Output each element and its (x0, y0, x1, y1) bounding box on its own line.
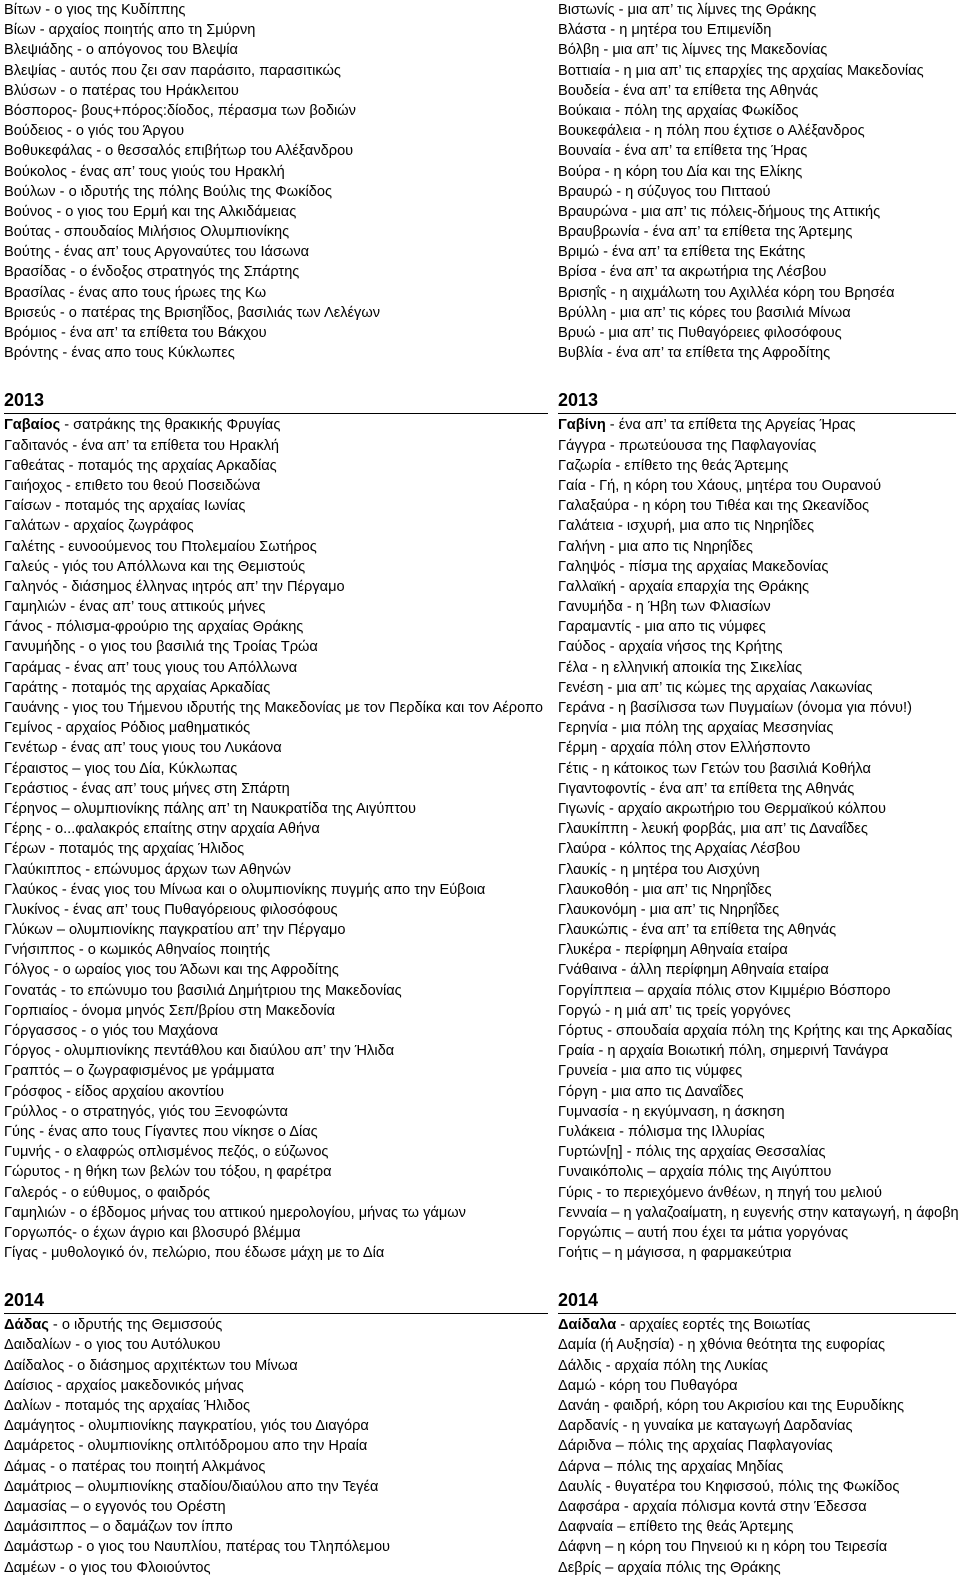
right-column (558, 0, 960, 1578)
list-item: Γρόσφος - είδος αρχαίου ακοντίου (4, 1083, 225, 1100)
list-item: Γιγαντοφοντίς - ένα απ’ τα επίθετα της Αθηνάς (558, 780, 855, 797)
list-item: Γυλάκεια - πόλισμα της Ιλλυρίας (558, 1123, 765, 1140)
list-item: Γρύλλος - ο στρατηγός, γιός του Ξενοφώντα (4, 1103, 288, 1120)
list-item: Βοττιαία - η μια απ’ τις επαρχίες της αρχαίας Μακεδονίας (558, 62, 924, 79)
list-item: Γυμνής - ο ελαφρώς οπλισμένος πεζός, ο εύζωνος (4, 1144, 329, 1161)
list-item: Βουκεφάλεια - η πόλη που έχτισε ο Αλέξανδρος (558, 123, 865, 140)
list-item: Γόργασσος - ο γιός του Μαχάονα (4, 1023, 219, 1039)
list-item: Γαλάτων - αρχαίος ζωγράφος (4, 518, 194, 535)
list-item: Γάνος - πόλισμα-φρούριο της αρχαίας Θράκης (4, 619, 304, 636)
list-item: Βίτων - ο γιος της Κυδίππης (4, 2, 186, 18)
list-item: Βρόμιος - ένα απ’ τα επίθετα του Βάκχου (4, 325, 267, 341)
list-item: Βούτης - ένας απ’ τους Αργοναύτες του Ιάσωνα (4, 244, 310, 261)
list-item: Γαθεάτας - ποταμός της αρχαίας Αρκαδίας (4, 457, 277, 474)
list-item: Δαρδανίς - η γυναίκα με καταγωγή Δαρδανίας (558, 1418, 853, 1435)
list-item (558, 415, 960, 435)
list-item: Δάριδνα – πόλις της αρχαίας Παφλαγονίας (558, 1438, 833, 1455)
list-item: Γιγωνίς - αρχαίο ακρωτήριο του Θερμαϊκού κόλπου (558, 800, 887, 817)
list-item: Γαλάτεια - ισχυρή, μια απο τις Νηρηΐδες (558, 518, 815, 535)
list-item: Γαία - Γή, η κόρη του Χάους, μητέρα του Ουρανού (558, 477, 882, 494)
list-item: Βυβλία - ένα απ’ τα επίθετα της Αφροδίτης (558, 345, 831, 362)
list-item: Γοργώ - η μιά απ’ τις τρείς γοργόνες (558, 1002, 791, 1019)
list-item: Βραυρώνα - μια απ’ τις πόλεις-δήμους της Αττικής (558, 203, 881, 220)
list-item: Βραυρώ - η σύζυγος του Πιτταού (558, 183, 771, 200)
list-item: Γλυκίνος - ένας απ’ τους Πυθαγόρειους φιλοσόφους (4, 901, 338, 918)
list-item: Γανυμήδης - ο γιος του βασιλιά της Τροίας Τρώα (4, 639, 318, 656)
list-item: Γενναία – η γαλαζοαίματη, η ευγενής στην καταγωγή, η άφοβη (558, 1204, 959, 1221)
list-item: Δαίσιος - αρχαίος μακεδονικός μήνας (4, 1377, 244, 1394)
list-item: Βλύσων - ο πατέρας του Ηράκλειτου (4, 82, 239, 99)
list-item: Γέρηνος – ολυμπιονίκης πάλης απ’ τη Ναυκρατίδα της Αιγύπτου (4, 800, 417, 817)
list-item: Γλαυκώπις - ένα απ’ τα επίθετα της Αθηνάς (558, 922, 837, 939)
list-item: Βρασίδας - ο ένδοξος στρατηγός της Σπάρτης (4, 264, 300, 281)
list-item: Γνήσιππος - ο κωμικός Αθηναίος ποιητής (4, 942, 271, 959)
left-list-b (4, 0, 552, 363)
list-item: Βούδειος - ο γιός του Άργου (4, 123, 185, 140)
list-item: Γυναικόπολις – αρχαία πόλις της Αιγύπτου (558, 1164, 832, 1181)
list-item: Βριμώ - ένα απ’ τα επίθετα της Εκάτης (558, 244, 806, 261)
list-item: Γερηνία - μια πόλη της αρχαίας Μεσσηνίας (558, 720, 834, 737)
list-item: Δαμέων - ο γιος του Φλοιούντος (4, 1559, 211, 1576)
list-item: Γλαυκίς - η μητέρα του Αισχύνη (558, 861, 760, 878)
list-item: Γλαύκιππος - επώνυμος άρχων των Αθηνών (4, 861, 291, 878)
list-item: Δαμία (ή Αυξησία) - η χθόνια θεότητα της ευφορίας (558, 1337, 886, 1354)
list-item: Δαιδαλίων - ο γιος του Αυτόλυκου (4, 1337, 221, 1354)
list-item: Γοργίππεια – αρχαία πόλις στον Κιμμέριο Βόσπορο (558, 982, 891, 999)
list-item: Γαιήοχος - επιθετο του θεού Ποσειδώνα (4, 477, 261, 494)
year-heading-2014: 2014 (558, 1287, 956, 1314)
list-item: Γαζωρία - επίθετο της θεάς Άρτεμης (558, 457, 789, 474)
list-item: Γόρτυς - σπουδαία αρχαία πόλη της Κρήτης και της Αρκαδίας (558, 1023, 953, 1039)
list-item: Γλαυκονόμη - μια απ’ τις Νηρηΐδες (558, 901, 780, 918)
list-item: Γόργη - μια απο τις Δαναΐδες (558, 1083, 744, 1100)
list-item: Βρύλλη - μια απ’ τις κόρες του βασιλιά Μίνωα (558, 304, 851, 321)
left-list-g (4, 436, 552, 1264)
list-item: Βίων - αρχαίος ποιητής απο τη Σμύρνη (4, 22, 256, 39)
list-item: Γυρτών[η] - πόλις της αρχαίας Θεσσαλίας (558, 1144, 826, 1161)
list-item: Γοήτις – η μάγισσα, η φαρμακεύτρια (558, 1245, 792, 1262)
list-item: Βλάστα - η μητέρα του Επιμενίδη (558, 22, 772, 39)
list-item: Γανυμήδα - η Ήβη των Φλιασίων (558, 599, 771, 616)
list-item: Γνάθαινα - άλλη περίφημη Αθηναία εταίρα (558, 962, 829, 979)
list-item: Γέρων - ποταμός της αρχαίας Ήλιδος (4, 841, 245, 858)
year-heading-2013: 2013 (4, 387, 548, 414)
list-item: Βλεψιάδης - ο απόγονος του Βλεψία (4, 42, 238, 59)
entry-name: Γαβαίος (4, 417, 61, 434)
year-heading-2014: 2014 (4, 1287, 548, 1314)
list-item: Βρισεύς - ο πατέρας της Βρισηΐδος, βασιλιάς των Λελέγων (4, 304, 381, 321)
list-item: Γαμηλιών - ένας απ’ τους αττικούς μήνες (4, 599, 266, 616)
year-heading-2013: 2013 (558, 387, 956, 414)
list-item: Δαμάστωρ - ο γιος του Ναυπλίου, πατέρας του Τληπόλεμου (4, 1539, 391, 1556)
list-item: Βόλβη - μια απ’ τις λίμνες της Μακεδονίας (558, 42, 828, 59)
list-item: Γλαύρα - κόλπος της Αρχαίας Λέσβου (558, 841, 801, 858)
list-item: Γαραμαντίς - μια απο τις νύμφες (558, 619, 766, 636)
list-item: Βούτας - σπουδαίος Μιλήσιος Ολυμπιονίκης (4, 224, 290, 241)
list-item: Βουδεία - ένα απ’ τα επίθετα της Αθηνάς (558, 82, 819, 99)
list-item: Γεράνα - η βασίλισσα των Πυγμαίων (όνομα για πόνυ!) (558, 700, 912, 716)
list-item: Γαλερός - ο εύθυμος, ο φαιδρός (4, 1184, 211, 1201)
list-item: Γλαυκοθόη - μια απ’ τις Νηρηΐδες (558, 881, 772, 898)
list-item: Γυμνασία - η εκγύμναση, η άσκηση (558, 1103, 785, 1120)
list-item: Γέρης - ο...φαλακρός επαίτης στην αρχαία Αθήνα (4, 821, 320, 838)
list-item: Γραπτός – ο ζωγραφισμένος με γράμματα (4, 1063, 275, 1080)
list-item: Γεράστιος - ένας απ’ τους μήνες στη Σπάρτη (4, 780, 290, 797)
list-item: Βούρα - η κόρη του Δία και της Ελίκης (558, 163, 803, 180)
right-list-b (558, 0, 960, 363)
entry-desc: - ο ιδρυτής της Θεμισσούς (48, 1317, 223, 1334)
list-item: Δάμας - ο πατέρας του ποιητή Αλκμάνος (4, 1458, 266, 1475)
list-item: Γώρυτος - η θήκη των βελών του τόξου, η φαρέτρα (4, 1164, 332, 1181)
list-item: Γαδιτανός - ένα απ’ τα επίθετα του Ηρακλή (4, 437, 280, 454)
entry-desc: - ένα απ’ τα επίθετα της Αργείας Ήρας (605, 417, 856, 434)
list-item: Γαληψός - πίσμα της αρχαίας Μακεδονίας (558, 558, 829, 575)
list-item (4, 415, 552, 435)
list-item: Δανάη - φαιδρή, κόρη του Ακρισίου και της Ευρυδίκης (558, 1398, 905, 1414)
list-item: Γαύδος - αρχαία νήσος της Κρήτης (558, 639, 783, 656)
list-item: Βοθυκεφάλας - ο θεσσαλός επιβήτωρ του Αλέξανδρου (4, 143, 354, 160)
list-item: Γέτις - η κάτοικος των Γετών του βασιλιά Κοθήλα (558, 760, 871, 777)
list-item: Γοργώπις – αυτή που έχει τα μάτια γοργόνας (558, 1224, 849, 1241)
list-item: Γαλαξαύρα - η κόρη του Τιθέα και της Ωκεανίδος (558, 498, 870, 515)
list-item: Δάφνη – η κόρη του Πηνειού κι η κόρη του Τειρεσία (558, 1539, 888, 1556)
list-item: Δαλίων - ποταμός της αρχαίας Ήλιδος (4, 1398, 250, 1414)
list-item: Γλύκων – ολυμπιονίκης παγκρατίου απ’ την Πέργαμο (4, 922, 346, 939)
list-item: Γαλέτης - ευνοούμενος του Πτολεμαίου Σωτήρος (4, 538, 317, 555)
list-item: Δεβρίς – αρχαία πόλις της Θράκης (558, 1559, 781, 1576)
list-item: Γάγγρα - πρωτεύουσα της Παφλαγονίας (558, 437, 817, 454)
list-item: Δαμάτριος – ολυμπιονίκης σταδίου/διαύλου απο την Τεγέα (4, 1478, 379, 1495)
list-item (4, 1315, 552, 1335)
list-item: Γαληνός - διάσημος έλληνας ιητρός απ’ την Πέργαμο (4, 578, 345, 595)
list-item: Γέλα - η ελληνική αποικία της Σικελίας (558, 659, 803, 676)
list-item: Δαίδαλος - ο διάσημος αρχιτέκτων του Μίνωα (4, 1357, 298, 1374)
list-item: Δαφσάρα - αρχαία πόλισμα κοντά στην Έδεσσα (558, 1498, 867, 1515)
entry-name: Δαίδαλα (558, 1317, 617, 1334)
list-item: Γύρις - το περιεχόμενο άνθέων, η πηγή του μελιού (558, 1184, 882, 1201)
list-item: Βούκαια - πόλη της αρχαίας Φωκίδος (558, 102, 799, 119)
list-item: Δαμάσιππος – ο δαμάζων τον ίππο (4, 1519, 233, 1536)
list-item: Γονατάς - το επώνυμο του βασιλιά Δημήτριου της Μακεδονίας (4, 982, 402, 999)
list-item: Βρασίλας - ένας απο τους ήρωες της Κω (4, 284, 267, 301)
list-item: Βρισηΐς - η αιχμάλωτη του Αχιλλέα κόρη του Βρησέα (558, 284, 895, 301)
list-item: Γλυκέρα - περίφημη Αθηναία εταίρα (558, 942, 788, 959)
list-item: Γεμίνος - αρχαίος Ρόδιος μαθηματικός (4, 720, 251, 737)
entry-name: Δάδας (4, 1317, 49, 1334)
list-item: Γαίσων - ποταμός της αρχαίας Ιωνίας (4, 498, 246, 515)
left-column (4, 0, 552, 1578)
list-item: Βλεψίας - αυτός που ζει σαν παράσιτο, παρασιτικώς (4, 62, 341, 79)
list-item (558, 1315, 960, 1335)
list-item: Γορπιαίος - όνομα μηνός Σεπ/βρίου στη Μακεδονία (4, 1002, 336, 1019)
list-item: Δάρνα – πόλις της αρχαίας Μηδίας (558, 1458, 784, 1475)
list-item: Γίγας - μυθολογικό όν, πελώριο, που έδωσε μάχη με το Δία (4, 1245, 385, 1262)
list-item: Γλαύκος - ένας γιος του Μίνωα και ο ολυμπιονίκης πυγμής απο την Εύβοια (4, 881, 486, 898)
list-item: Γαμηλιών - ο έβδομος μήνας του αττικού ημερολογίου, μήνας τω γάμων (4, 1204, 466, 1221)
list-item: Βούλων - ο ιδρυτής της πόλης Βούλις της Φωκίδος (4, 183, 333, 200)
list-item: Βουναία - ένα απ’ τα επίθετα της Ήρας (558, 143, 808, 160)
right-list-d (558, 1335, 960, 1577)
list-item: Δαφναία – επίθετο της θεάς Άρτεμης (558, 1519, 794, 1536)
list-item: Γενέτωρ - ένας απ’ τους γιους του Λυκάονα (4, 740, 282, 757)
list-item: Βούνος - ο γιος του Ερμή και της Αλκιδάμειας (4, 203, 297, 220)
list-item: Γέρμη - αρχαία πόλη στον Ελλήσποντο (558, 740, 811, 757)
list-item: Δαμάρετος - ολυμπιονίκης οπλιτόδρομου απο την Ηραία (4, 1438, 368, 1455)
list-item: Δαυλίς - θυγατέρα του Κηφισσού, πόλις της Φωκίδος (558, 1478, 900, 1495)
list-item: Γαράτης - ποταμός της αρχαίας Αρκαδίας (4, 679, 271, 696)
list-item: Δαμάγητος - ολυμπιονίκης παγκρατίου, γιός του Διαγόρα (4, 1418, 369, 1435)
list-item: Δάλδις - αρχαία πόλη της Λυκίας (558, 1357, 769, 1374)
list-item: Βρόντης - ένας απο τους Κύκλωπες (4, 345, 235, 362)
right-list-g (558, 436, 960, 1264)
list-item: Γραία - η αρχαία Βοιωτική πόλη, σημερινή Τανάγρα (558, 1043, 889, 1060)
list-item: Βραυβρωνία - ένα απ’ τα επίθετα της Άρτεμης (558, 224, 853, 241)
list-item: Γρυνεία - μια απο τις νύμφες (558, 1063, 743, 1080)
list-item: Γαλήνη - μια απο τις Νηρηΐδες (558, 538, 753, 555)
list-item: Γαλεύς - γιός του Απόλλωνα και της Θεμιστούς (4, 558, 306, 575)
list-item: Γόργος - ολυμπιονίκης πεντάθλου και διαύλου απ’ την Ήλιδα (4, 1043, 395, 1060)
list-item: Γοργωπός- ο έχων άγριο και βλοσυρό βλέμμα (4, 1224, 301, 1241)
entry-desc: - αρχαίες εορτές της Βοιωτίας (616, 1317, 811, 1334)
list-item: Βούκολος - ένας απ’ τους γιούς του Ηρακλή (4, 163, 285, 180)
list-item: Γενέση - μια απ’ τις κώμες της αρχαίας Λακωνίας (558, 679, 873, 696)
list-item: Γύης - ένας απο τους Γίγαντες που νίκησε ο Δίας (4, 1123, 318, 1140)
list-item: Γαλλαϊκή - αρχαία επαρχία της Θράκης (558, 578, 810, 595)
list-item: Βόσπορος- βους+πόρος:δίοδος, πέρασμα των βοδιών (4, 102, 356, 119)
list-item: Δαμώ - κόρη του Πυθαγόρα (558, 1377, 738, 1394)
list-item: Βρυώ - μια απ’ τις Πυθαγόρειες φιλοσόφους (558, 325, 842, 341)
entry-desc: - σατράκης της θρακικής Φρυγίας (60, 417, 281, 434)
entry-name: Γαβίνη (558, 417, 606, 434)
list-item: Γέραιστος – γιος του Δία, Κύκλωπας (4, 760, 238, 777)
list-item: Γλαυκίππη - λευκή φορβάς, μια απ’ τις Δαναΐδες (558, 821, 868, 838)
list-item: Γαυάνης - γιος του Τήμενου ιδρυτής της Μακεδονίας με τον Περδίκα και τον Αέροπο (4, 700, 543, 716)
list-item: Γαράμας - ένας απ’ τους γιους του Απόλλωνα (4, 659, 298, 676)
list-item: Βιστωνίς - μια απ’ τις λίμνες της Θράκης (558, 2, 817, 18)
list-item: Βρίσα - ένα απ’ τα ακρωτήρια της Λέσβου (558, 264, 827, 281)
list-item: Γόλγος - ο ωραίος γιος του Άδωνι και της Αφροδίτης (4, 962, 339, 979)
left-list-d (4, 1335, 552, 1577)
list-item: Δαμασίας – ο εγγονός του Ορέστη (4, 1498, 226, 1515)
